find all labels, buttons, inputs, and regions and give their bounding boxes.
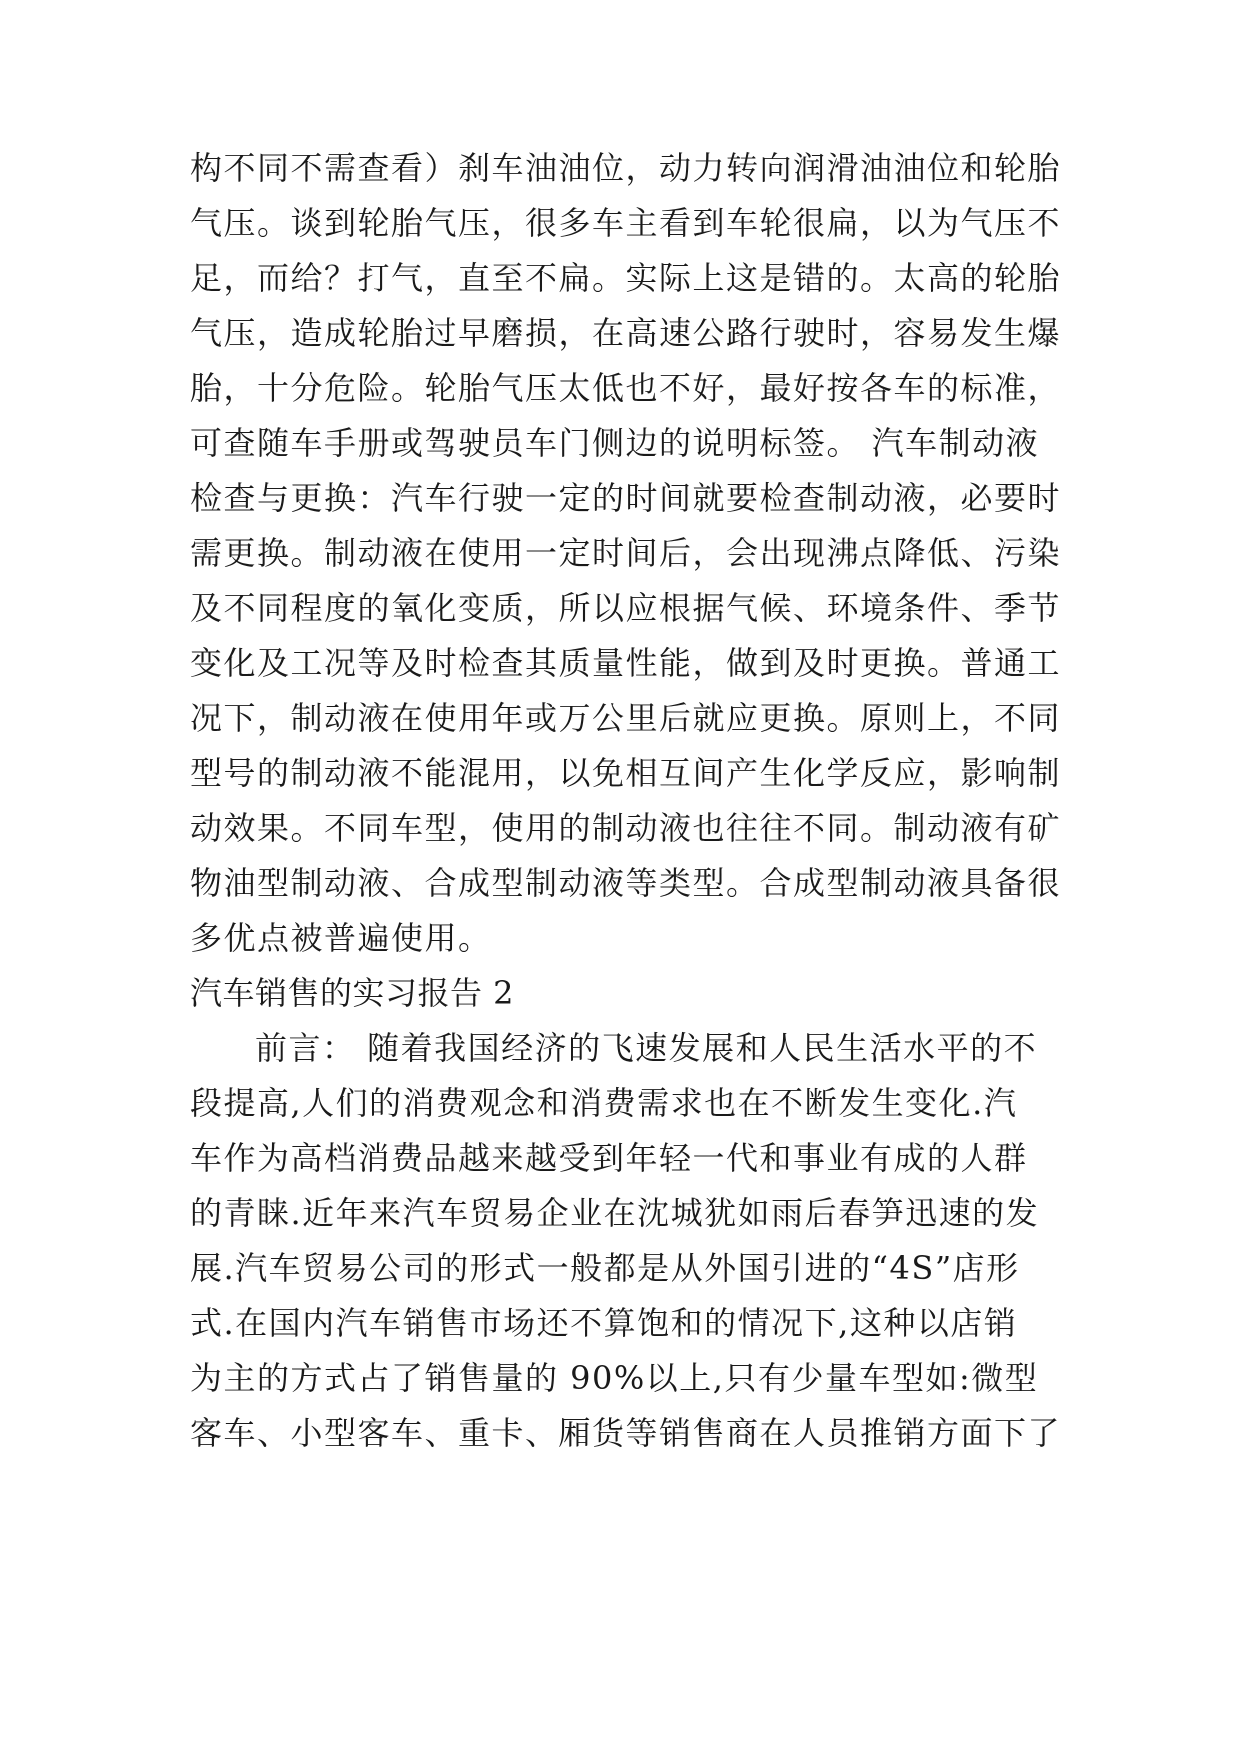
paragraph-line: 变化及工况等及时检查其质量性能，做到及时更换。普通工 <box>190 644 1062 682</box>
paragraph-line: 及不同程度的氧化变质，所以应根据气候、环境条件、季节 <box>190 589 1062 627</box>
paragraph-line: 物油型制动液、合成型制动液等类型。合成型制动液具备很 <box>190 864 1062 902</box>
paragraph-line: 构不同不需查看）刹车油油位，动力转向润滑油油位和轮胎 <box>190 149 1062 187</box>
paragraph-line: 可查随车手册或驾驶员车门侧边的说明标签。 汽车制动液 <box>190 424 1040 462</box>
paragraph-line: 气压。谈到轮胎气压，很多车主看到车轮很扁，以为气压不 <box>190 204 1062 242</box>
paragraph-line: 需更换。制动液在使用一定时间后，会出现沸点降低、污染 <box>190 534 1062 572</box>
paragraph-line: 气压，造成轮胎过早磨损，在高速公路行驶时，容易发生爆 <box>190 314 1062 352</box>
paragraph-line: 的青睐.近年来汽车贸易企业在沈城犹如雨后春笋迅速的发 <box>190 1194 1040 1232</box>
paragraph-line: 车作为高档消费品越来越受到年轻一代和事业有成的人群 <box>190 1139 1028 1177</box>
paragraph-line: 检查与更换：汽车行驶一定的时间就要检查制动液，必要时 <box>190 479 1062 517</box>
paragraph-line: 动效果。不同车型，使用的制动液也往往不同。制动液有矿 <box>190 809 1062 847</box>
paragraph-line: 胎，十分危险。轮胎气压太低也不好，最好按各车的标准， <box>190 369 1062 407</box>
paragraph-line: 为主的方式占了销售量的 90%以上,只有少量车型如:微型 <box>190 1359 1039 1397</box>
paragraph-line: 展.汽车贸易公司的形式一般都是从外国引进的“4S”店形 <box>190 1249 1020 1287</box>
paragraph-line: 足，而给？打气，直至不扁。实际上这是错的。太高的轮胎 <box>190 259 1062 297</box>
paragraph-line: 型号的制动液不能混用，以免相互间产生化学反应，影响制 <box>190 754 1062 792</box>
paragraph-line: 客车、小型客车、重卡、厢货等销售商在人员推销方面下了 <box>190 1414 1062 1452</box>
paragraph-line: 前言： 随着我国经济的飞速发展和人民生活水平的不 <box>255 1029 1038 1067</box>
section-heading: 汽车销售的实习报告 2 <box>190 974 515 1012</box>
paragraph-line: 况下，制动液在使用年或万公里后就应更换。原则上，不同 <box>190 699 1062 737</box>
paragraph-line: 段提高,人们的消费观念和消费需求也在不断发生变化.汽 <box>190 1084 1018 1122</box>
paragraph-line: 式.在国内汽车销售市场还不算饱和的情况下,这种以店销 <box>190 1304 1018 1342</box>
paragraph-line: 多优点被普遍使用。 <box>190 919 492 957</box>
